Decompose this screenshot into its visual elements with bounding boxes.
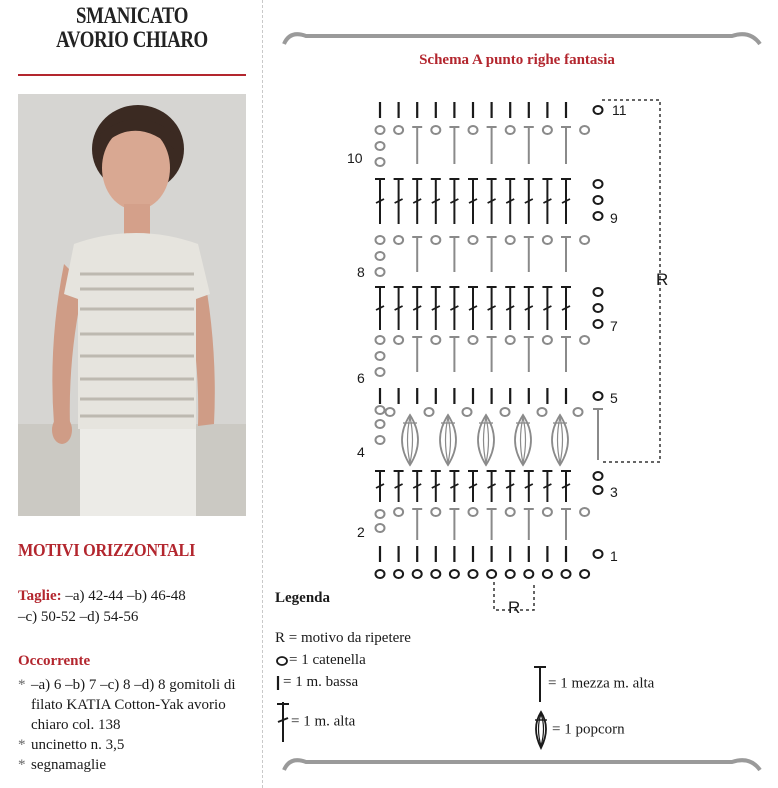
chain-stitch bbox=[538, 408, 547, 416]
chain-stitch bbox=[376, 368, 385, 376]
chain-stitch bbox=[463, 408, 472, 416]
chain-stitch bbox=[450, 570, 459, 578]
popcorn-line bbox=[446, 417, 449, 463]
chain-stitch bbox=[376, 236, 385, 244]
legend-half-double bbox=[532, 664, 654, 704]
sizes-line-1: –a) 42-44 –b) 46-48 bbox=[61, 588, 186, 604]
chain-stitch bbox=[394, 570, 403, 578]
chain-stitch bbox=[487, 570, 496, 578]
scheme-title: Schema A punto righe fantasia bbox=[419, 52, 615, 68]
chain-stitch bbox=[431, 336, 440, 344]
chain-stitch bbox=[376, 570, 385, 578]
title-line-2: AVORIO CHIARO bbox=[56, 27, 208, 52]
repeat-bracket-right bbox=[602, 100, 660, 462]
chain-stitch bbox=[580, 336, 589, 344]
legend-single-text: = 1 m. bassa bbox=[283, 674, 359, 690]
chain-stitch bbox=[594, 288, 603, 296]
materials-item: * –a) 6 –b) 7 –c) 8 –d) 8 gomitoli di filato KATIA Cotton-Yak avorio chiaro col. 138 bbox=[18, 677, 236, 733]
chain-stitch bbox=[506, 570, 515, 578]
chain-stitch bbox=[376, 510, 385, 518]
legend-double-text: = 1 m. alta bbox=[291, 713, 356, 730]
popcorn-line bbox=[521, 417, 524, 463]
chain-stitch bbox=[562, 570, 571, 578]
popcorn-line bbox=[410, 417, 413, 463]
row-number-label: 1 bbox=[610, 548, 618, 564]
chain-stitch bbox=[469, 570, 478, 578]
chain-stitch bbox=[594, 320, 603, 328]
chain-stitch bbox=[594, 550, 603, 558]
row-number-label: 4 bbox=[357, 444, 365, 460]
legend-single bbox=[275, 674, 358, 691]
article-title bbox=[39, 4, 226, 52]
chain-stitch bbox=[376, 142, 385, 150]
row-number-label: 6 bbox=[357, 370, 365, 386]
row-number-label: 9 bbox=[610, 210, 618, 226]
chain-stitch bbox=[543, 508, 552, 516]
chain-stitch bbox=[594, 180, 603, 188]
materials-item-text: segnamaglie bbox=[31, 757, 106, 773]
popcorn-icon bbox=[530, 710, 552, 750]
chain-stitch bbox=[376, 158, 385, 166]
legend-half-double-text: = 1 mezza m. alta bbox=[548, 675, 655, 692]
legend-double bbox=[275, 700, 355, 744]
chain-stitch bbox=[594, 106, 603, 114]
row-number-label: 7 bbox=[610, 318, 618, 334]
materials-item-text: uncinetto n. 3,5 bbox=[31, 737, 125, 753]
chain-stitch bbox=[376, 524, 385, 532]
popcorn-line bbox=[558, 417, 561, 463]
chain-stitch bbox=[376, 126, 385, 134]
row-number-label: 5 bbox=[610, 390, 618, 406]
chain-stitch bbox=[376, 336, 385, 344]
chain-stitch bbox=[394, 508, 403, 516]
chain-stitch bbox=[376, 252, 385, 260]
frame-top bbox=[284, 34, 760, 44]
title-divider bbox=[18, 74, 246, 76]
chain-stitch bbox=[469, 336, 478, 344]
chain-stitch bbox=[394, 236, 403, 244]
double-crochet-icon bbox=[275, 700, 291, 744]
stitch-grid bbox=[375, 102, 603, 578]
sizes-line-2: –c) 50-52 –d) 54-56 bbox=[18, 609, 139, 625]
chain-stitch bbox=[594, 472, 603, 480]
popcorn-line bbox=[523, 417, 526, 463]
legend-chain bbox=[275, 652, 366, 669]
chain-stitch bbox=[506, 126, 515, 134]
chain-stitch bbox=[376, 420, 385, 428]
chain-stitch bbox=[543, 570, 552, 578]
title-line-1: SMANICATO bbox=[76, 3, 188, 28]
chain-stitch bbox=[386, 408, 395, 416]
chain-stitch bbox=[594, 196, 603, 204]
chain-stitch bbox=[431, 508, 440, 516]
frame-bottom bbox=[284, 760, 760, 770]
crochet-diagram bbox=[262, 0, 778, 788]
popcorn-line bbox=[448, 417, 451, 463]
chain-stitch bbox=[574, 408, 583, 416]
chain-icon bbox=[275, 655, 289, 667]
section-title: MOTIVI ORIZZONTALI bbox=[18, 540, 196, 560]
chain-stitch bbox=[469, 236, 478, 244]
materials-item-text: –a) 6 –b) 7 –c) 8 –d) 8 gomitoli di filato KATIA Cotton-Yak avorio chiaro col. 138 bbox=[31, 677, 236, 733]
row-number-label: 10 bbox=[347, 150, 363, 166]
chain-stitch bbox=[376, 406, 385, 414]
chain-stitch bbox=[580, 236, 589, 244]
popcorn-line bbox=[560, 417, 563, 463]
chain-stitch bbox=[431, 570, 440, 578]
chain-stitch bbox=[431, 126, 440, 134]
chain-stitch bbox=[394, 336, 403, 344]
chain-stitch bbox=[524, 570, 533, 578]
chain-stitch bbox=[543, 126, 552, 134]
chain-stitch bbox=[580, 126, 589, 134]
chain-stitch bbox=[580, 570, 589, 578]
materials-list bbox=[18, 675, 254, 775]
row-number-label: 8 bbox=[357, 264, 365, 280]
chain-stitch bbox=[594, 392, 603, 400]
popcorn-line bbox=[484, 417, 487, 463]
chain-stitch bbox=[425, 408, 434, 416]
legend-popcorn-text: = 1 popcorn bbox=[552, 721, 625, 738]
chain-stitch bbox=[594, 212, 603, 220]
chain-stitch bbox=[394, 126, 403, 134]
chain-stitch bbox=[501, 408, 510, 416]
chain-stitch bbox=[469, 126, 478, 134]
sizes-label: Taglie: bbox=[18, 588, 62, 604]
chain-stitch bbox=[594, 486, 603, 494]
row-number-label: 11 bbox=[612, 102, 627, 118]
model-photo-illustration bbox=[18, 94, 246, 516]
chain-stitch bbox=[543, 336, 552, 344]
chain-stitch bbox=[469, 508, 478, 516]
chain-stitch bbox=[431, 236, 440, 244]
row-number-label: 2 bbox=[357, 524, 365, 540]
repeat-label-right: R bbox=[656, 270, 669, 289]
legend-chain-text: = 1 catenella bbox=[289, 652, 366, 668]
chain-stitch bbox=[506, 336, 515, 344]
popcorn-line bbox=[486, 417, 489, 463]
half-double-crochet-icon bbox=[532, 664, 548, 704]
chain-stitch bbox=[506, 236, 515, 244]
chain-stitch bbox=[580, 508, 589, 516]
legend-title: Legenda bbox=[275, 590, 331, 606]
model-photo bbox=[18, 94, 246, 516]
left-column bbox=[0, 0, 262, 788]
materials-item: * uncinetto n. 3,5 bbox=[18, 737, 125, 753]
chain-stitch bbox=[376, 352, 385, 360]
materials-title: Occorrente bbox=[18, 653, 91, 669]
chain-stitch bbox=[506, 508, 515, 516]
materials-item: * segnamaglie bbox=[18, 757, 106, 773]
sizes-block bbox=[18, 586, 254, 628]
chain-stitch bbox=[594, 304, 603, 312]
chain-stitch bbox=[413, 570, 422, 578]
legend-repeat: R = motivo da ripetere bbox=[275, 630, 411, 646]
chain-stitch bbox=[376, 268, 385, 276]
popcorn-line bbox=[408, 417, 411, 463]
legend-popcorn bbox=[530, 710, 625, 750]
single-crochet-icon bbox=[275, 675, 283, 691]
repeat-label-bottom: R bbox=[508, 598, 521, 617]
chain-stitch bbox=[543, 236, 552, 244]
row-number-label: 3 bbox=[610, 484, 618, 500]
chain-stitch bbox=[376, 436, 385, 444]
